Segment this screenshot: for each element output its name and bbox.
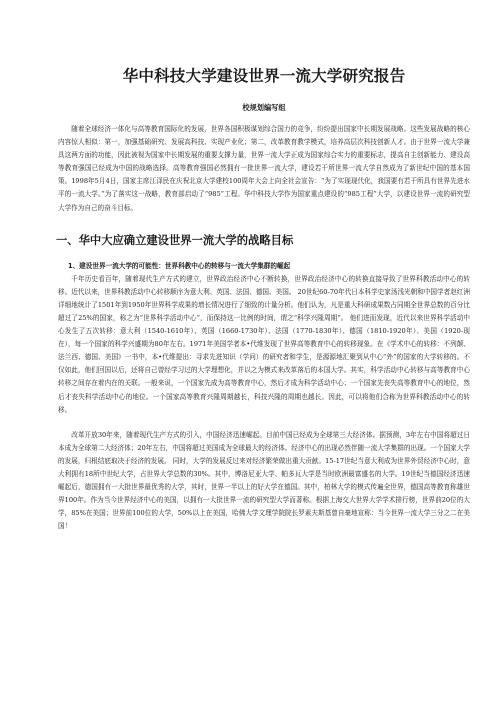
section-heading: 一、华中大应确立建设世界一流大学的战略目标	[56, 233, 294, 247]
subsection-heading: 1、建设世界一流大学的可能性：世界科教中心的转移与一流大学集群的崛起	[68, 261, 291, 270]
body-paragraph-1: 千年历史看百年，随着现代生产方式的建立，世界政治经济中心不断转换，世界政治经济中心的转换直接导致了世界科教活动中心的转移。近代以来，世界科教活动中心转移顺序为意大利、英国、法国、德国、美国。 20世纪60-70年代日本科学史家汤浅光朝和中国学者赵红洲详细地统计了1501年到1950年世界科学成果的增长情况进行了细致的计量分析。他们认为，凡是重大科研成果数占同期全世界总数的百分比超过了25%的国家，称之为“世界科学活动中心”，而保持这一比例的时间，谓之“科学兴隆周期”。 他们进而发现，近代以来世界科学活动中心发生了五次转移：意大利（1540-1610年）、英国（1660-1730年）、法国（1770-1830年）、德国（1810-1920年）、美国（1920-现在），每一个国家的科学兴盛期为80年左右。1971年美国学者本•代维发现了世界高等教育中心的转移现象。在《学术中心的转移：不列颠、法兰西、德国、美国》一书中，本•代维提出：寻求先进知识（学问）的研究者和学生，是源源地汇聚到从中心“外”的国家的大学转移的。不仅如此，他们回国以后，还将自己曾经学习过的大学理想化，并以之为模式来改革落后的本国大学。其实，科学活动中心转移与高等教育中心转移之间存在着内在的关联。一般来说，一个国家先成为高等教育中心，然后才成为科学活动中心；一个国家先丧失高等教育中心的地位，然后才丧失科学活动中心的地位。一个国家高等教育兴隆周期越长，科技兴隆的周期也越长。因此，可以将他们合称为世界科教活动中心的转移。	[58, 274, 470, 414]
document-title: 华中科技大学建设世界一流大学研究报告	[122, 67, 406, 85]
intro-paragraph: 随着全球经济一体化与高等教育国际化的发展，世界各国积极谋划综合国力的竞争，纷纷提出国家中长期发展战略。这些发展战略的核心内容惊人相似：第一，加强基础研究、发展高科技、实现产业化；第二，改革教育教学模式，培养高层次科技创新人才。由于世界一流大学兼具这两方面的功能，因此被视为国家中长期发展的重要支撑力量，世界一流大学正成为国家综合实力的重要标志，提高自主创新能力、建设高等教育强国已经成为中国的战略选择。高等教育强国必然拥有一批世界一流大学，建设若干所世界一流大学自然成为了新世纪中国的基本国策。1998年5月4日，国家主席江泽民在庆祝北京大学建校100周年大会上向全社会宣告：“为了实现现代化，我国要有若干所具有世界先进水平的一流大学。”为了落实这一战略，教育部启动了“985”工程。华中科技大学作为国家重点建设的“985工程”大学，以建设世界一流的研究型大学作为自己的奋斗目标。	[58, 125, 470, 212]
body-paragraph-2: 改革开放30年来，随着现代生产方式的引入，中国经济迅速崛起。目前中国已经成为全球第三大经济体。据预测，3年左右中国将超过日本成为全球第二大经济体；20年左右，中国将超过美国成为全球最大的经济体。经济中心的出现必然伴随一流大学集群的出现。一个国家大学的发展，归根结底取决于经济的发展。 同时，大学的发展反过来对经济繁荣做出重大贡献。15-17世纪当意大利成为世界外贸经济中心时，意大利拥有18所中世纪大学，占世界大学总数的30%。其中，博洛尼亚大学、帕多瓦大学是当时欧洲最富盛名的大学。19世纪当德国经济迅速崛起后，德国拥有一大批世界最优秀的大学，其时，世界一半以上的好大学在德国。其中，柏林大学的模式传遍全世界，德国高等教育称雄世界100年。作为当今世界经济中心的美国，以拥有一大批世界一流的研究型大学而著称。根据上海交大世界大学学术排行榜，世界前20位的大学，85%在美国；世界前100位的大学，50%以上在美国，哈佛大学文理学院院长罗素夫斯基曾自豪地宣称：当今世界一流大学三分之二在美国！	[58, 430, 470, 531]
document-author: 校规划编写组	[242, 103, 286, 112]
